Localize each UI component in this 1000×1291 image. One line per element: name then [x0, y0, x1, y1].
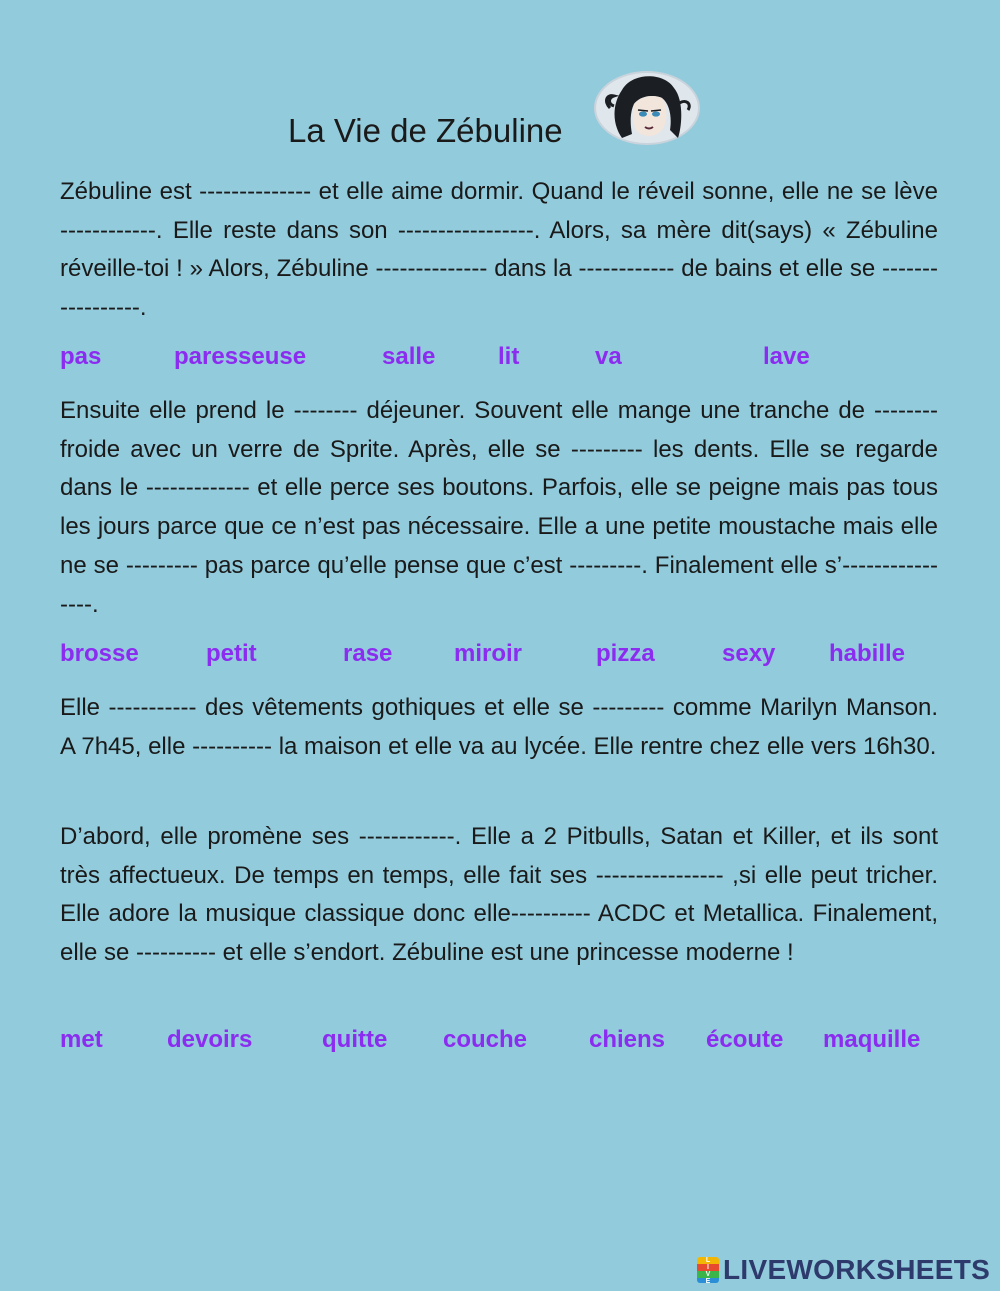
paragraph-4: D’abord, elle promène ses ------------. Elle a 2 Pitbulls, Satan et Killer, et ils sont très affectueux. De temps en temps, elle fait ses ---------------- ,si elle peut tricher. Elle adore la musique classique donc elle---------- ACDC et Metallica. Finalement, elle se ---------- et elle s’endort. Zébuline est une princesse moderne !	[60, 823, 938, 967]
word-bank-item: miroir	[454, 640, 523, 667]
paragraph-1: Zébuline est -------------- et elle aime dormir. Quand le réveil sonne, elle ne se lève ------------. Elle reste dans son -----------------. Alors, sa mère dit(says) « Zébuline réveille-toi ! » Alors, Zébuline -------------- dans la ------------ de bains et elle se -----------------.	[60, 178, 938, 322]
word-bank-item: habille	[829, 640, 906, 667]
word-bank-item: pas	[60, 343, 102, 370]
page-title: La Vie de Zébuline	[288, 112, 563, 149]
logo-text: LIVEWORKSHEETS	[723, 1254, 991, 1285]
logo-badge-letter: I	[697, 1264, 719, 1271]
liveworksheets-badge-icon	[697, 1257, 719, 1283]
word-bank-item: pizza	[596, 640, 655, 667]
word-bank-item: lave	[763, 343, 810, 370]
word-bank-item: va	[595, 343, 622, 370]
word-bank-item: salle	[382, 343, 436, 370]
word-bank-item: brosse	[60, 640, 139, 667]
word-bank-item: met	[60, 1026, 103, 1053]
word-bank-item: chiens	[589, 1026, 666, 1053]
paragraph-3: Elle ----------- des vêtements gothiques et elle se --------- comme Marilyn Manson. A 7h45, elle ---------- la maison et elle va au lycée. Elle rentre chez elle vers 16h30.	[60, 694, 938, 760]
word-bank-item: rase	[343, 640, 393, 667]
paragraph-2: Ensuite elle prend le -------- déjeuner. Souvent elle mange une tranche de -------- froide avec un verre de Sprite. Après, elle se --------- les dents. Elle se regarde dans le ------------- et elle perce ses boutons. Parfois, elle se peigne mais pas tous les jours parce que ce n’est pas nécessaire. Elle a une petite moustache mais elle ne se --------- pas parce qu’elle pense que c’est ---------. Finalement elle s’----------------.	[60, 397, 938, 618]
word-bank-item: sexy	[722, 640, 776, 667]
word-bank-item: quitte	[322, 1026, 388, 1053]
logo-badge-letter: E	[697, 1278, 719, 1283]
logo-badge-letter: V	[697, 1271, 719, 1278]
word-bank-item: écoute	[706, 1026, 784, 1053]
zebuline-avatar-icon	[592, 68, 702, 146]
word-bank-item: couche	[443, 1026, 528, 1053]
liveworksheets-logo[interactable]	[697, 1255, 990, 1285]
word-bank-item: devoirs	[167, 1026, 253, 1053]
word-bank-item: maquille	[823, 1026, 921, 1053]
word-bank-item: petit	[206, 640, 257, 667]
word-bank-item: paresseuse	[174, 343, 307, 370]
logo-badge-letter: L	[697, 1257, 719, 1264]
word-bank-item: lit	[498, 343, 520, 370]
